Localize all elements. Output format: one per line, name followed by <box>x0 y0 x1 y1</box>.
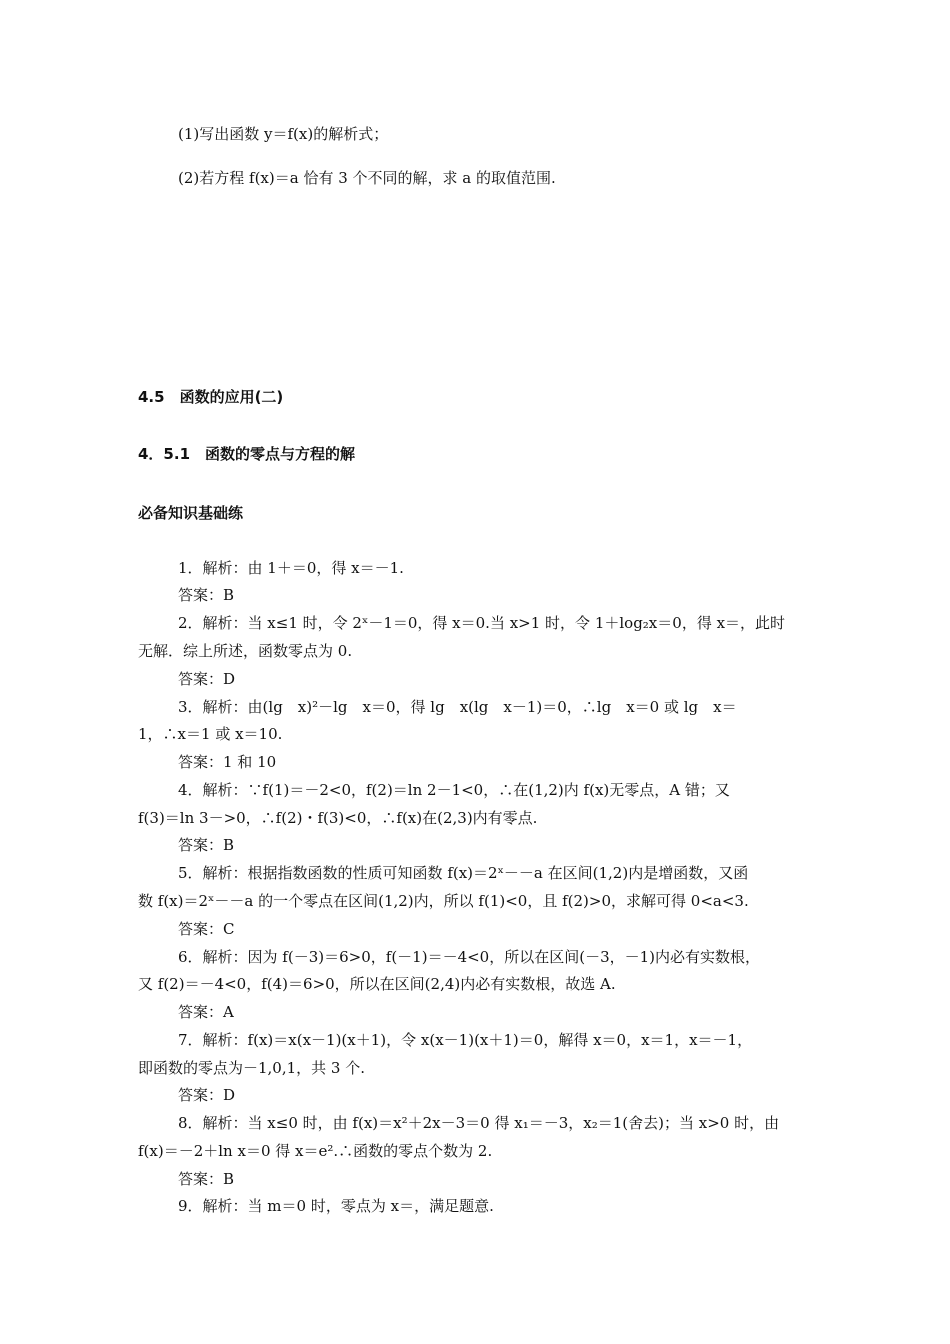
answer-line: 答案：C <box>178 920 235 938</box>
practice-heading: 必备知识基础练 <box>138 504 244 522</box>
solution-line: 3．解析：由(lg x)²－lg x＝0，得 lg x(lg x－1)＝0，∴lg x＝0 或 lg x＝ <box>178 698 737 716</box>
solution-line: 即函数的零点为－1,0,1，共 3 个. <box>138 1059 366 1077</box>
solution-line: 1，∴x＝1 或 x＝10. <box>138 725 283 743</box>
solution-line: 又 f(2)＝－4<0，f(4)＝6>0，所以在区间(2,4)内必有实数根，故选 A. <box>138 975 616 993</box>
answer-line: 答案：B <box>178 836 235 854</box>
answer-line: 答案：D <box>178 670 236 688</box>
solution-line: 数 f(x)＝2ˣ－－a 的一个零点在区间(1,2)内，所以 f(1)<0，且 f(2)>0，求解可得 0<a<3. <box>138 892 749 910</box>
solution-line: 6．解析：因为 f(－3)＝6>0，f(－1)＝－4<0，所以在区间(－3，－1)内必有实数根， <box>178 948 761 966</box>
solution-line: 1．解析：由 1＋＝0，得 x＝－1. <box>178 559 404 577</box>
solution-line: 2．解析：当 x≤1 时，令 2ˣ－1＝0，得 x＝0.当 x>1 时，令 1＋log₂x＝0，得 x＝，此时 <box>178 614 786 632</box>
answer-line: 答案：D <box>178 1086 236 1104</box>
answer-line: 答案：B <box>178 586 235 604</box>
answer-line: 答案：A <box>178 1003 234 1021</box>
solution-line: 4．解析：∵f(1)＝－2<0，f(2)＝ln 2－1<0，∴在(1,2)内 f(x)无零点，A 错；又 <box>178 781 730 799</box>
solution-line: 8．解析：当 x≤0 时，由 f(x)＝x²＋2x－3＝0 得 x₁＝－3，x₂＝1(舍去)；当 x>0 时，由 <box>178 1114 780 1132</box>
solution-line: f(x)＝－2＋ln x＝0 得 x＝e².∴函数的零点个数为 2. <box>138 1142 493 1160</box>
answer-line: 答案：1 和 10 <box>178 753 277 771</box>
solution-line: 5．解析：根据指数函数的性质可知函数 f(x)＝2ˣ－－a 在区间(1,2)内是增函数，又函 <box>178 864 749 882</box>
solution-line: 9．解析：当 m＝0 时，零点为 x＝，满足题意. <box>178 1197 494 1215</box>
solution-line: 7．解析：f(x)＝x(x－1)(x＋1)，令 x(x－1)(x＋1)＝0，解得 x＝0，x＝1，x＝－1， <box>178 1031 753 1049</box>
subsection-heading: 4．5.1 函数的零点与方程的解 <box>138 445 356 463</box>
answer-line: 答案：B <box>178 1170 235 1188</box>
section-heading: 4.5 函数的应用(二) <box>138 388 284 406</box>
solution-line: f(3)＝ln 3－>0，∴f(2)・f(3)<0，∴f(x)在(2,3)内有零点. <box>138 809 538 827</box>
question-1: (1)写出函数 y＝f(x)的解析式； <box>178 125 389 143</box>
question-2: (2)若方程 f(x)＝a 恰有 3 个不同的解，求 a 的取值范围. <box>178 169 556 187</box>
solution-line: 无解．综上所述，函数零点为 0. <box>138 642 353 660</box>
